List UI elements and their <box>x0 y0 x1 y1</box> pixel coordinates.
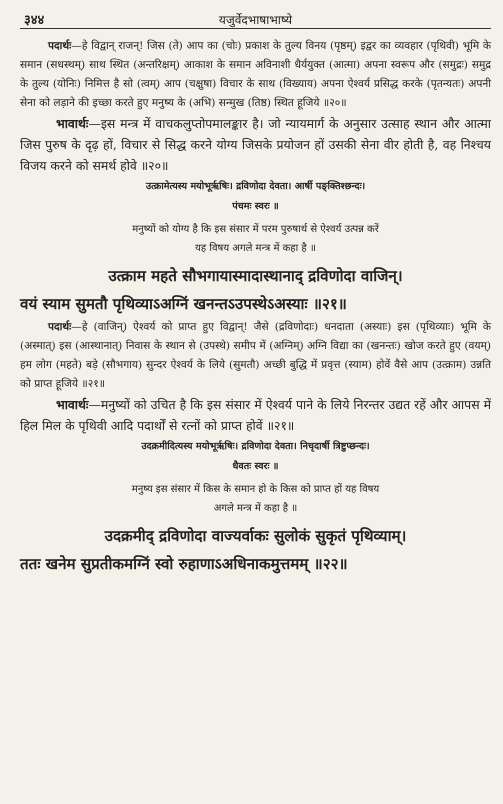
page-number: ३४४ <box>24 13 45 28</box>
mantra-21-line-2: वयं स्याम सुमतौ पृथिव्याऽअग्निं खनन्तऽउपस्थेऽअस्याः ॥२१॥ <box>20 295 347 313</box>
mantra-22-line-2: ततः खनेम सुप्रतीकमग्निं स्वो रुहाणाऽअधिनाकमुत्तमम् ॥२२॥ <box>20 555 348 573</box>
page-header <box>20 6 491 29</box>
mantra-meta-21: उत्क्रामेत्यस्य मयोभूर्ऋषिः। द्रविणोदा देवता। आर्षी पङ्क्तिश्छन्दः। <box>145 181 366 192</box>
padartha-text: —हे (वाजिन्) ऐश्वर्य को प्राप्त हुए विद्वान्! जैसे (द्रविणोदाः) धनदाता (अस्याः) इस (पृथिव्याः) भूमि के (अस्मात्) इस (आस्थानात्) निवास के स्थान से (उपस्थे) समीप में (अग्निम्) अग्नि विद्या का (खनन्तः) खोज करते हुए (वयम्) हम लोग (महते) बड़े (सौभगाय) सुन्दर ऐश्वर्य के लिये (सुमतौ) अच्छी बुद्धि में प्रवृत्त (स्याम) होवें वैसे आप (उत्क्राम) उन्नति को प्राप्त हूजिये ॥२१॥ <box>20 321 491 390</box>
bhavartha-label: भावार्थः <box>56 397 89 412</box>
padartha-paragraph-20 <box>20 37 491 113</box>
padartha-text: —हे विद्वान् राजन्! जिस (ते) आप का (चोः) प्रकाश के तुल्य विनय (पृष्ठम्) इद्वर का व्यवहार (पृथिवी) भूमि के समान (सधस्थम्) साथ स्थित (अन्तरिक्षम्) आकाश के समान अविनाशी धैर्ययुक्त (आत्मा) अपना स्वरूप और (समुद्रः) समुद्र के तुल्य (योनिः) निमित्त है सो (त्वम्) आप (चक्षुषा) विचार के साथ (विख्याय) अपना ऐश्वर्य प्रसिद्ध करके (पृतन्यतः) अपनी सेना को लड़ाने की इच्छा करते हुए मनुष्य के (अभि) सन्मुख (तिष्ठ) स्थित हूजिये ॥२०॥ <box>20 40 491 109</box>
bhavartha-paragraph-21 <box>20 394 491 436</box>
padartha-label: पदार्थः <box>48 321 72 333</box>
mantra-meta-22: उदक्रमीदित्यस्य मयोभूर्ऋषिः। द्रविणोदा देवता। निचृदार्षी त्रिष्टुप्छन्दः। <box>141 441 370 452</box>
bhavartha-text: —इस मन्त्र में वाचकलुप्तोपमालङ्कार है। जो न्यायमार्ग के अनुसार उत्साह स्थान और आत्मा जिस पुरुष के दृढ़ हों, विचार से सिद्ध करने योग्य जिसके प्रयोजन हों उसकी सेना वीर होती है, वह निश्चय विजय करने को समर्थ होवे ॥२०॥ <box>20 116 491 173</box>
bhavartha-label: भावार्थः <box>56 116 89 131</box>
bhavartha-paragraph-20 <box>20 113 491 176</box>
intro-line-1: मनुष्यों को योग्य है कि इस संसार में परम पुरुषार्थ से ऐश्वर्य उत्पन्न करें <box>132 224 379 235</box>
mantra-intro-21 <box>20 220 491 258</box>
mantra-svara-21: पंचमः स्वरः ॥ <box>232 201 279 212</box>
padartha-paragraph-21 <box>20 318 491 394</box>
bhavartha-text: —मनुष्यों को उचित है कि इस संसार में ऐश्वर्य पाने के लिये निरन्तर उद्यत रहें और आपस में हिल मिल के पृथिवी आदि पदार्थों से रत्नों को प्राप्त होवें ॥२१॥ <box>20 397 491 433</box>
mantra-21-line-1: उत्क्राम महते सौभगायास्मादास्थानाद् द्रविणोदा वाजिन्। <box>108 267 403 285</box>
mantra-intro-22 <box>20 480 491 518</box>
padartha-label: पदार्थः <box>48 40 72 52</box>
intro-line-1: मनुष्य इस संसार में किस के समान हो के किस को प्राप्त हों यह विषय <box>131 484 380 495</box>
intro-line-2: यह विषय अगले मन्त्र में कहा है ॥ <box>195 243 316 254</box>
mantra-svara-22: धैवतः स्वरः ॥ <box>232 461 279 472</box>
running-title: यजुर्वेदभाषाभाष्ये <box>218 13 293 27</box>
mantra-22-line-1: उदक्रमीद् द्रविणोदा वाज्यर्वाकः सुलोकं सुकृतं पृथिव्याम्। <box>104 527 407 545</box>
intro-line-2: अगले मन्त्र में कहा है ॥ <box>213 503 298 514</box>
